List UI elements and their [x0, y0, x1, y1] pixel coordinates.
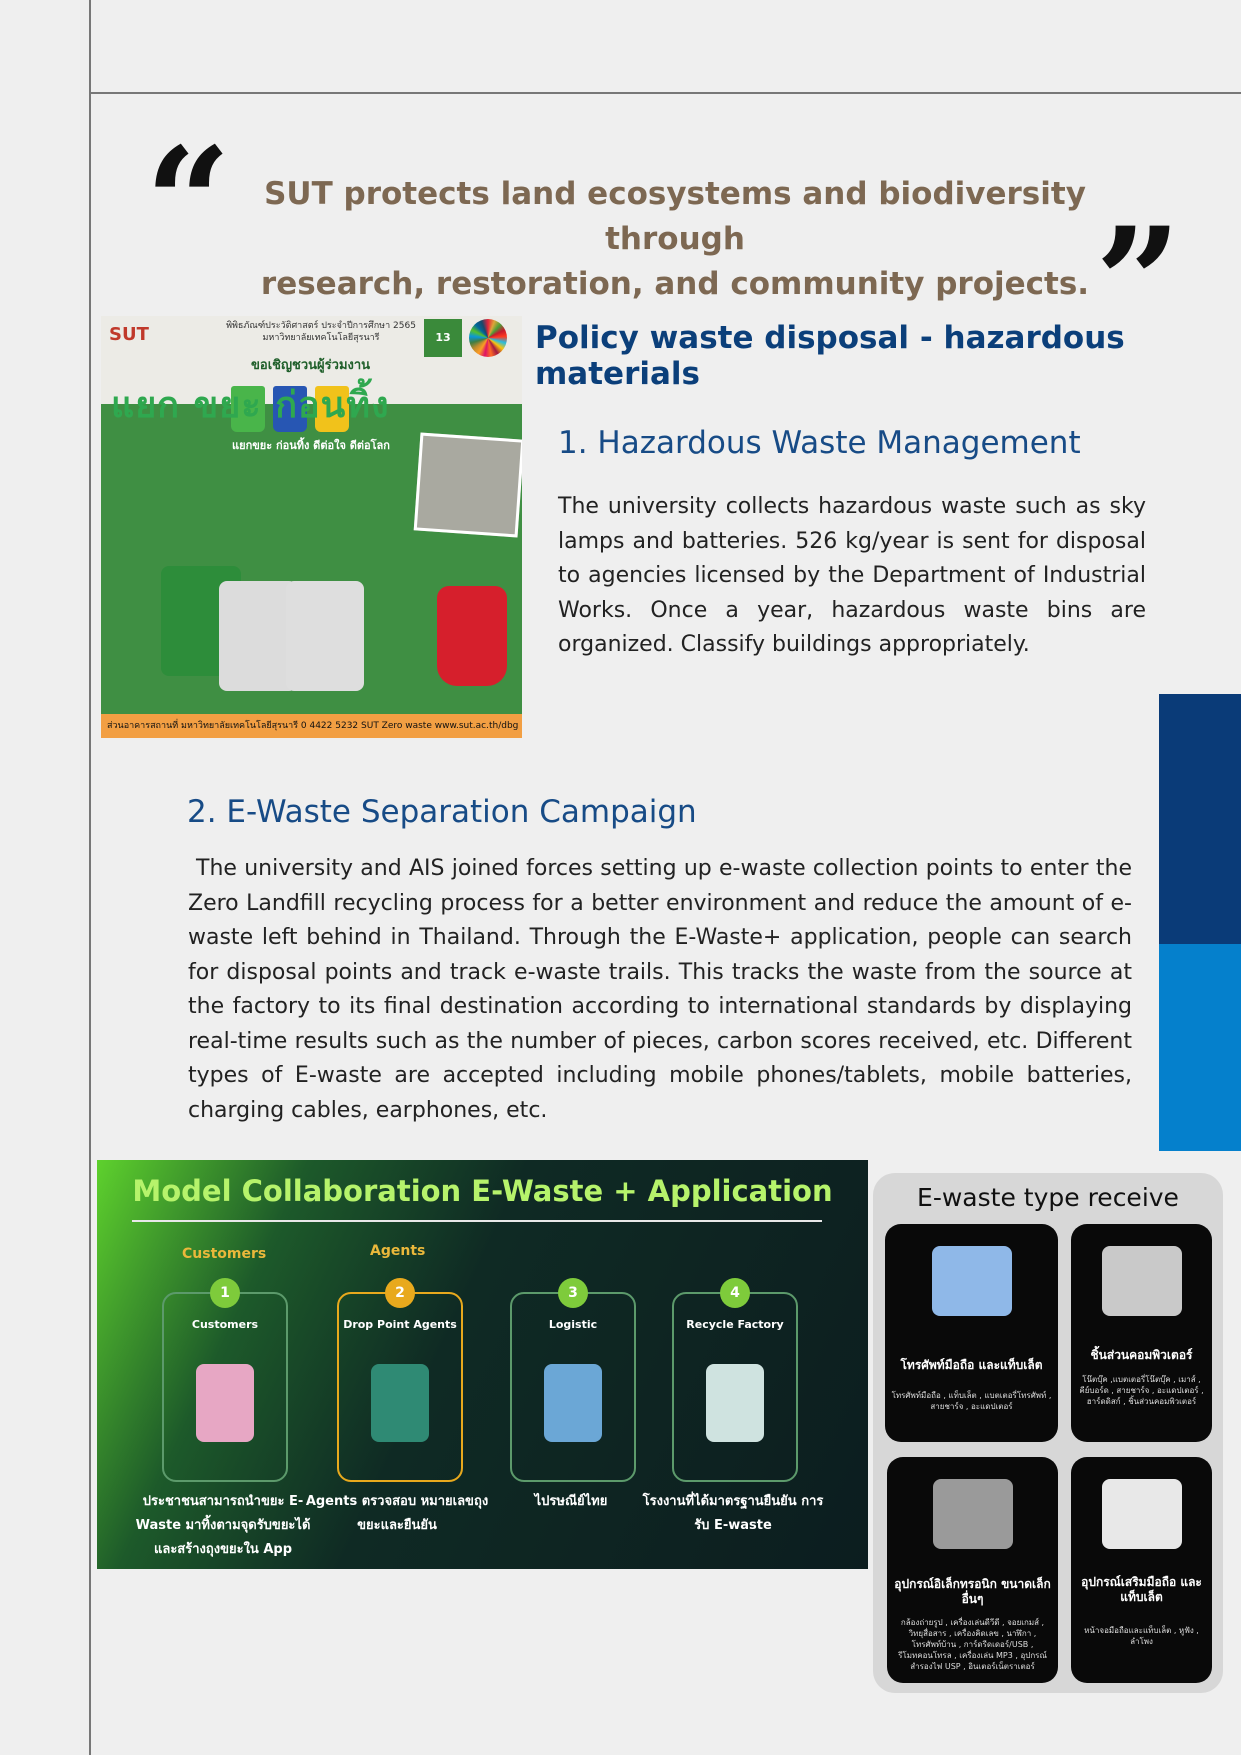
category-agents: Agents	[370, 1243, 426, 1259]
card-title: อุปกรณ์อิเล็กทรอนิก ขนาดเล็กอื่นๆ	[894, 1577, 1051, 1606]
section-1-body: The university collects hazardous waste such as sky lamps and batteries. 526 kg/year is sent for disposal to agencies licensed by the Department of Industrial Works. Once a year, hazardous waste bins are organized. Classify buildings appropriately.	[558, 494, 1146, 657]
card-small-electronics	[887, 1457, 1058, 1683]
side-accent-light	[1159, 944, 1241, 1151]
model-title: Model Collaboration E-Waste + Application	[132, 1174, 833, 1208]
card-phones-tablets	[885, 1224, 1058, 1442]
hazardous-bin-icon	[437, 586, 507, 686]
truck-icon	[544, 1364, 602, 1442]
card-description: หน้าจอมือถือและแท็บเล็ต , หูฟัง , ลำโพง	[1084, 1626, 1199, 1646]
step-1-caption: ประชาชนสามารถนำขยะ E-Waste มาทิ้งตามจุดรับขยะได้ และสร้างถุงขยะใน App	[135, 1494, 311, 1557]
poster-slogan: แยกขยะ ก่อนทิ้ง ดีต่อใจ ดีต่อโลก	[232, 439, 390, 452]
poster-photo	[414, 432, 522, 537]
recycle-bin-icon	[286, 581, 364, 691]
sdg-13-badge: 13	[424, 319, 462, 357]
step-number: 4	[720, 1278, 750, 1308]
step-2-caption: Agents ตรวจสอบ หมายเลขถุงขยะและยืนยัน	[305, 1494, 489, 1533]
step-4-caption: โรงงานที่ได้มาตรฐานยืนยัน การรับ E-waste	[642, 1494, 824, 1533]
factory-icon	[706, 1364, 764, 1442]
card-title: ชิ้นส่วนคอมพิวเตอร์	[1090, 1348, 1193, 1362]
step-3-caption: ไปรษณีย์ไทย	[534, 1494, 608, 1509]
pull-quote-line-2: research, restoration, and community projects.	[260, 266, 1090, 302]
header-rule	[89, 92, 1241, 94]
collaboration-model-graphic	[97, 1160, 868, 1569]
poster-sut-logo: SUT	[109, 324, 149, 345]
step-label: Drop Point Agents	[343, 1318, 457, 1331]
side-accent-dark	[1159, 694, 1241, 944]
step-label: Logistic	[548, 1318, 598, 1331]
step-recycle-factory	[672, 1285, 798, 1482]
card-description: โน๊ตบุ๊ค ,แบตเตอรี่โน๊ตบุ๊ค , เมาส์ , คีย์บอร์ด , สายชาร์จ , อะแดปเตอร์ , ฮาร์ดดิสก์ , ชิ้นส่วนคอมพิวเตอร์	[1079, 1375, 1204, 1406]
policy-title: Policy waste disposal - hazardous materials	[535, 320, 1125, 392]
card-description: โทรศัพท์มือถือ , แท็บเล็ต , แบตเตอรี่โทรศัพท์ , สายชาร์จ , อะแดปเตอร์	[891, 1391, 1052, 1411]
card-title: โทรศัพท์มือถือ และแท็บเล็ต	[900, 1358, 1043, 1372]
step-number: 3	[558, 1278, 588, 1308]
phone-tablet-icon	[932, 1246, 1012, 1316]
step-label: Recycle Factory	[686, 1318, 784, 1331]
section-2-body: The university and AIS joined forces setting up e-waste collection points to enter the Zero Landfill recycling process for a better environment and reduce the amount of e-waste left behind in Thailand. Through the E-Waste+ application, people can search for disposal points and track e-waste trails. This tracks the waste from the source at the factory to its final destination according to international standards by displaying real-time results such as the number of pieces, carbon scores received, etc. Different types of E-waste are accepted including mobile phones/tablets, mobile batteries, charging cables, earphones, etc.	[188, 856, 1132, 1123]
card-title: อุปกรณ์เสริมมือถือ และแท็บเล็ต	[1081, 1575, 1202, 1604]
category-customers: Customers	[182, 1246, 267, 1262]
waste-separation-poster	[101, 316, 522, 738]
step-drop-point-agents	[337, 1285, 463, 1482]
ewaste-types-panel	[873, 1173, 1223, 1693]
card-mobile-accessories	[1071, 1457, 1212, 1683]
step-number: 2	[385, 1278, 415, 1308]
pull-quote-line-1: SUT protects land ecosystems and biodiversity through	[264, 176, 1086, 257]
open-quote-mark: “	[145, 115, 232, 291]
section-1-title: 1. Hazardous Waste Management	[558, 425, 1081, 461]
person-icon	[196, 1364, 254, 1442]
earphones-icon	[1102, 1479, 1182, 1549]
card-description: กล้องถ่ายรูป , เครื่องเล่นดีวีดี , จอยเกมส์ , วิทยุสื่อสาร , เครื่องคิดเลข , นาฬิกา , โทรศัพท์บ้าน , การ์ดรีดเดอร์/USB , รีโมทคอนโทรล , เครื่องเล่น MP3 , อุปกรณ์สำรองไฟ USP , อินเตอร์เน็ตราเตอร์	[898, 1618, 1047, 1671]
agent-icon	[371, 1364, 429, 1442]
left-margin-rule	[89, 0, 91, 1755]
poster-subtitle: พิพิธภัณฑ์ประวัติศาสตร์ ประจำปีการศึกษา 2565 มหาวิทยาลัยเทคโนโลยีสุรนารี	[226, 321, 416, 343]
model-title-underline	[132, 1220, 822, 1222]
poster-tagline: ขอเชิญชวนผู้ร่วมงาน	[251, 358, 371, 373]
step-customers	[162, 1285, 288, 1482]
pull-quote	[225, 172, 1125, 307]
step-number: 1	[210, 1278, 240, 1308]
poster-footer: ส่วนอาคารสถานที่ มหาวิทยาลัยเทคโนโลยีสุรนารี 0 4422 5232 SUT Zero waste www.sut.ac.th/dbg	[101, 714, 522, 738]
sdg-wheel-icon	[469, 319, 507, 357]
step-label: Customers	[191, 1318, 259, 1331]
section-2-title: 2. E-Waste Separation Campaign	[187, 794, 697, 830]
poster-headline: แยก ขยะ ก่อนทิ้ง	[111, 385, 390, 426]
card-computer-parts	[1071, 1224, 1212, 1442]
gadgets-icon	[933, 1479, 1013, 1549]
ewaste-panel-title: E-waste type receive	[917, 1183, 1179, 1212]
close-quote-mark: ”	[1095, 195, 1182, 371]
laptop-icon	[1102, 1246, 1182, 1316]
step-logistic	[510, 1285, 636, 1482]
